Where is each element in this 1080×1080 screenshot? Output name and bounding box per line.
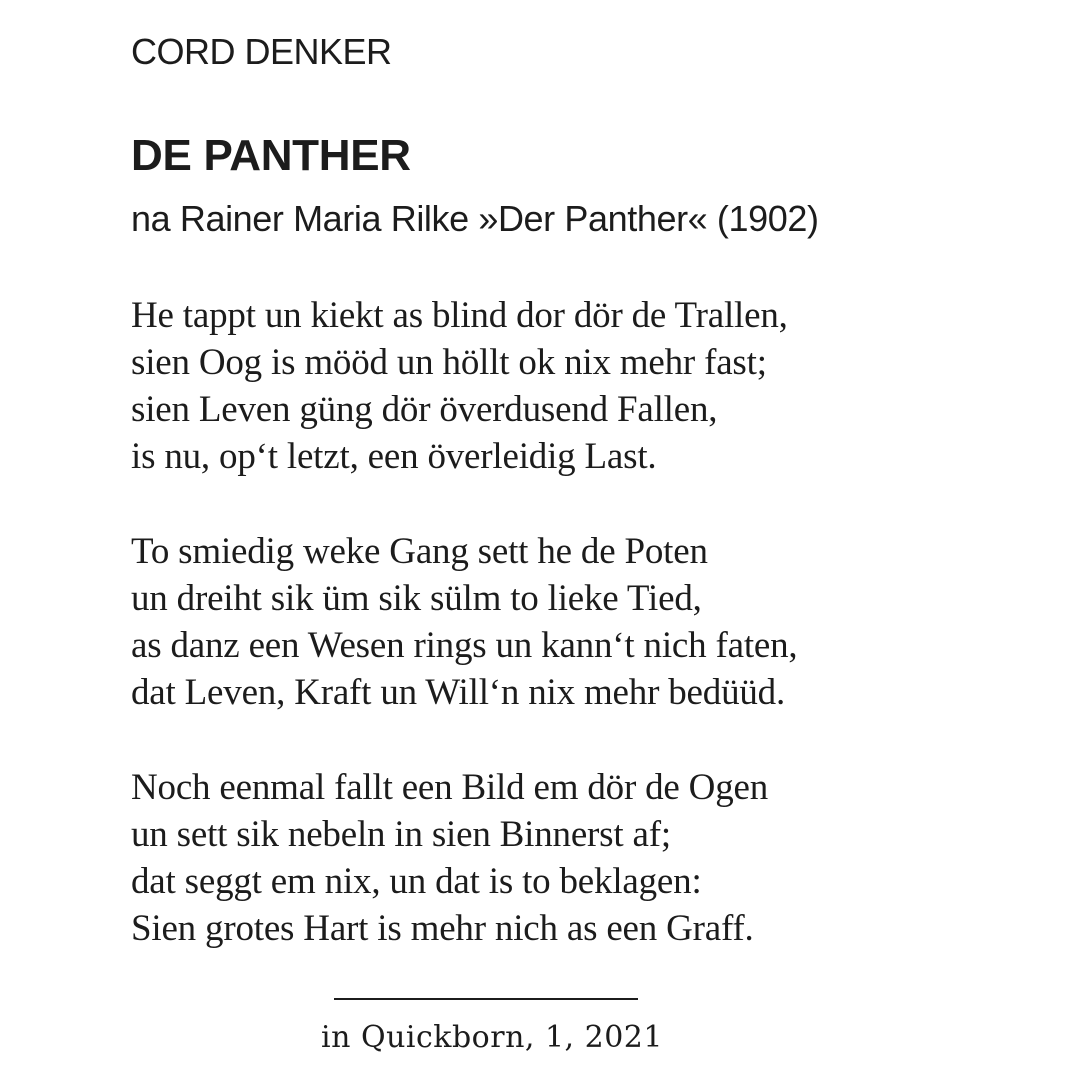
poem-line: He tappt un kiekt as blind dor dör de Trallen, <box>131 295 788 336</box>
author-name: CORD DENKER <box>131 31 392 72</box>
poem-line: un sett sik nebeln in sien Binnerst af; <box>131 814 671 855</box>
poem-line: To smiedig weke Gang sett he de Poten <box>131 531 708 572</box>
poem-line: sien Leven güng dör överdusend Fallen, <box>131 389 718 430</box>
poem-line: Noch eenmal fallt een Bild em dör de Ogen <box>131 767 769 808</box>
stanza-1 <box>131 292 1051 480</box>
stanza-2 <box>131 528 1051 716</box>
poem-line: as danz een Wesen rings un kann‘t nich faten, <box>131 625 798 666</box>
poem-title: DE PANTHER <box>131 131 411 180</box>
poem-line: is nu, op‘t letzt, een överleidig Last. <box>131 436 657 477</box>
stanza-3 <box>131 764 1051 952</box>
poem-line: Sien grotes Hart is mehr nich as een Graff. <box>131 908 754 949</box>
poem-line: dat seggt em nix, un dat is to beklagen: <box>131 861 702 902</box>
poem-body <box>131 292 1051 1000</box>
poem-subtitle: na Rainer Maria Rilke »Der Panther« (1902) <box>131 198 819 239</box>
poem-line: dat Leven, Kraft un Will‘n nix mehr bedüüd. <box>131 672 786 713</box>
poem-line: sien Oog is mööd un höllt ok nix mehr fast; <box>131 342 767 383</box>
source-citation: in Quickborn, 1, 2021 <box>321 1020 663 1055</box>
poem-line: un dreiht sik üm sik sülm to lieke Tied, <box>131 578 702 619</box>
footer-divider <box>334 998 638 1000</box>
